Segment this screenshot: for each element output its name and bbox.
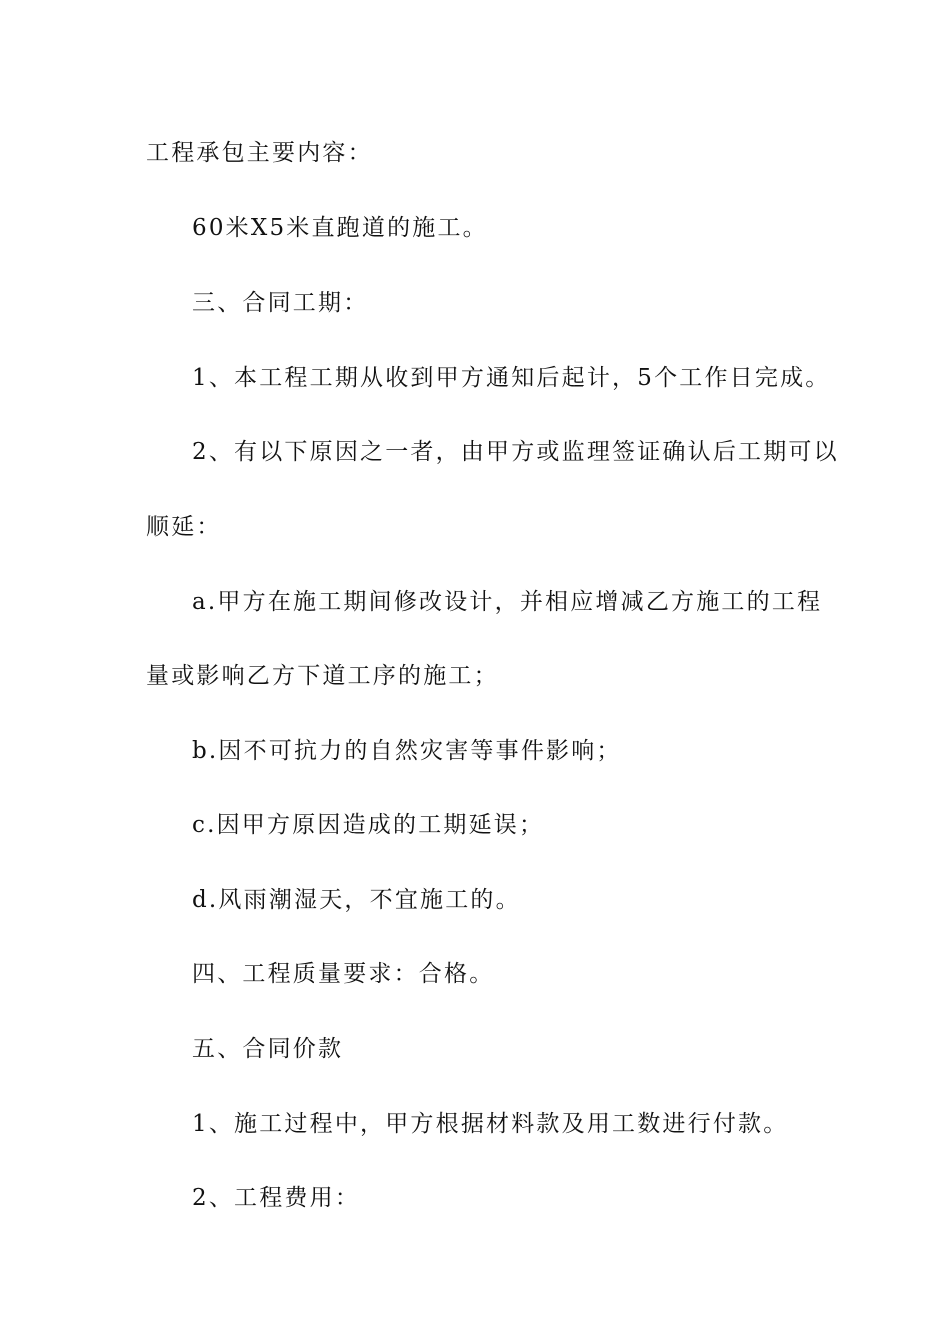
paragraph-period-item-2-continued: 顺延： xyxy=(146,514,222,540)
paragraph-period-item-1: 1、本工程工期从收到甲方通知后起计，5个工作日完成。 xyxy=(192,365,831,391)
paragraph-price-item-2: 2、工程费用： xyxy=(192,1185,361,1211)
section-heading-contract-price: 五、合同价款 xyxy=(192,1036,344,1062)
section-heading-contract-period: 三、合同工期： xyxy=(192,290,369,316)
paragraph-reason-a: a.甲方在施工期间修改设计，并相应增减乙方施工的工程 xyxy=(192,589,823,615)
paragraph-period-item-2: 2、有以下原因之一者，由甲方或监理签证确认后工期可以 xyxy=(192,439,839,465)
paragraph-reason-b: b.因不可抗力的自然灾害等事件影响； xyxy=(192,738,622,764)
paragraph-price-item-1: 1、施工过程中，甲方根据材料款及用工数进行付款。 xyxy=(192,1111,789,1137)
paragraph-runway-construction: 60米X5米直跑道的施工。 xyxy=(192,215,488,241)
paragraph-reason-d: d.风雨潮湿天，不宜施工的。 xyxy=(192,887,521,913)
section-heading-contract-content: 工程承包主要内容： xyxy=(146,140,373,166)
paragraph-reason-a-continued: 量或影响乙方下道工序的施工； xyxy=(146,663,499,689)
paragraph-reason-c: c.因甲方原因造成的工期延误； xyxy=(192,812,545,838)
section-heading-quality: 四、工程质量要求：合格。 xyxy=(192,961,495,987)
